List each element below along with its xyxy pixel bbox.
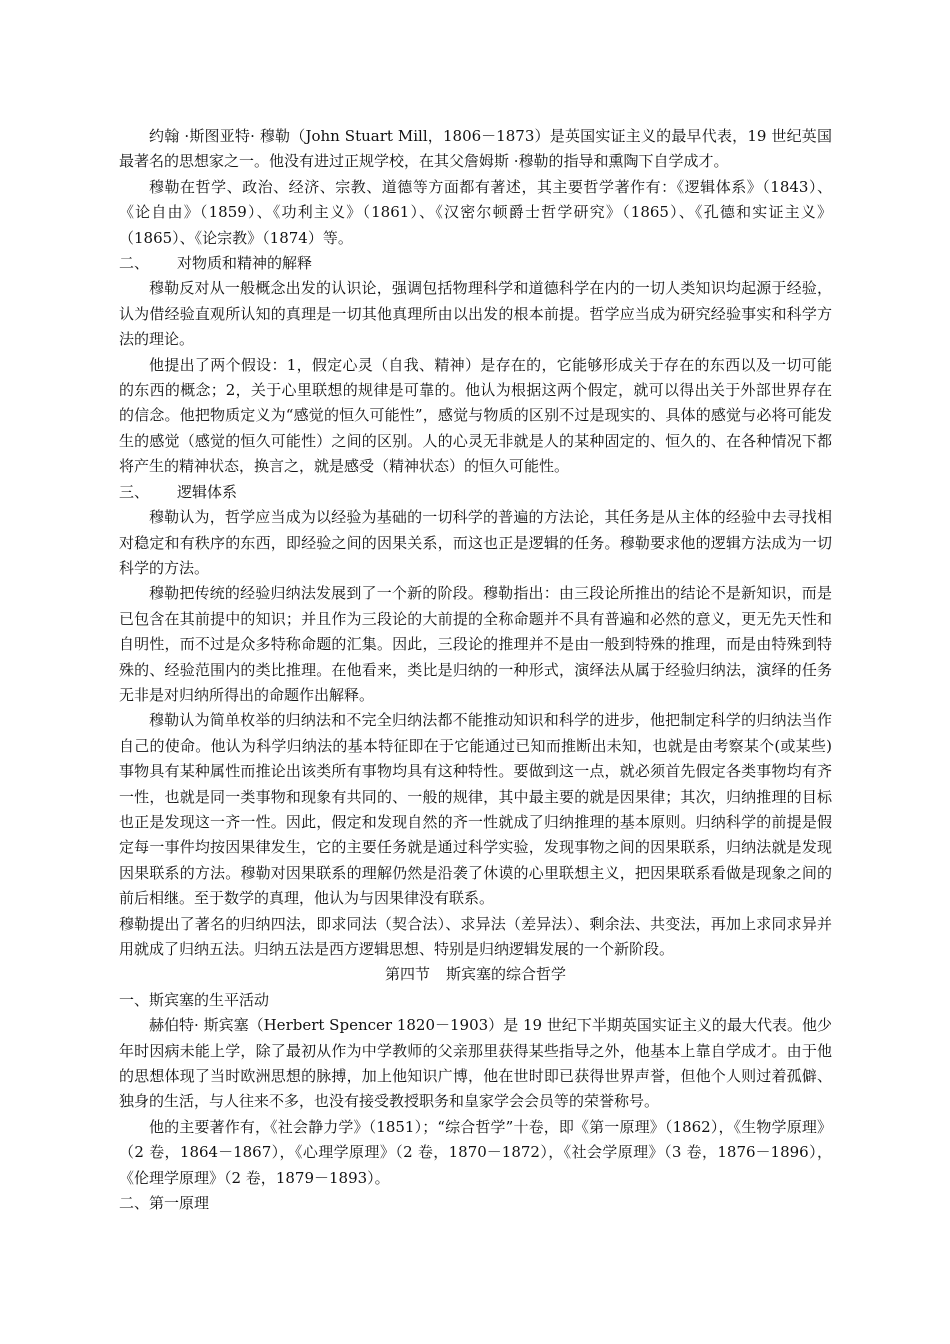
chapter-heading-spencer (119, 962, 832, 987)
section-number: 三、 (119, 482, 150, 501)
paragraph-induction-development: 穆勒把传统的经验归纳法发展到了一个新的阶段。穆勒指出：由三段论所推出的结论不是新知识，而是已包含在其前提中的知识；并且作为三段论的大前提的全称命题并不具有普遍和必然的意义，更无先天性和自明性，而不过是众多特称命题的汇集。因此，三段论的推理并不是由一般到特殊的推理，而是由特殊到特殊的、经验范围内的类比推理。在他看来，类比是归纳的一种形式，演绎法从属于经验归纳法，演绎的任务无非是对归纳所得出的命题作出解释。 (119, 584, 832, 704)
section-heading-matter-spirit (119, 251, 832, 276)
section-title: 逻辑体系 (177, 482, 238, 501)
document-body (119, 124, 832, 1216)
paragraph-two-assumptions: 他提出了两个假设：1，假定心灵（自我、精神）是存在的，它能够形成关于存在的东西以及一切可能的东西的概念；2，关于心里联想的规律是可靠的。他认为根据这两个假定，就可以得出关于外部世界存在的信念。他把物质定义为“感觉的恒久可能性”，感觉与物质的区别不过是现实的、具体的感觉与必将可能发生的感觉（感觉的恒久可能性）之间的区别。人的心灵无非就是人的某种固定的、恒久的、在各种情况下都将产生的精神状态，换言之，就是感受（精神状态）的恒久可能性。 (119, 355, 832, 476)
paragraph-spencer-bio: 赫伯特· 斯宾塞（Herbert Spencer 1820－1903）是 19 世纪下半期英国实证主义的最大代表。他少年时因病未能上学，除了最初从作为中学教师的父亲那里获得某些指导之外，他基本上靠自学成才。由于他的思想体现了当时欧洲思想的脉搏，加上他知识广博，他在世时即已获得世界声誉，但他个人则过着孤僻、独身的生活，与人往来不多，也没有接受教授职务和皇家学会会员等的荣誉称号。 (119, 1016, 832, 1111)
section-title: 对物质和精神的解释 (177, 254, 313, 273)
section-heading-logic-system (119, 480, 832, 505)
paragraph-mill-works: 穆勒在哲学、政治、经济、宗教、道德等方面都有著述，其主要哲学著作有：《逻辑体系》（1843）、《论自由》（1859）、《功利主义》（1861）、《汉密尔顿爵士哲学研究》（1865）、《孔德和实证主义》（1865）、《论宗教》（1874）等。 (119, 177, 832, 247)
paragraph-five-methods: 穆勒提出了著名的归纳四法，即求同法（契合法）、求异法（差异法）、剩余法、共变法，再加上求同求异并用就成了归纳五法。归纳五法是西方逻辑思想、特别是归纳逻辑发展的一个新阶段。 (119, 914, 832, 958)
paragraph-logic-method: 穆勒认为，哲学应当成为以经验为基础的一切科学的普遍的方法论，其任务是从主体的经验中去寻找相对稳定和有秩序的东西，即经验之间的因果关系，而这也正是逻辑的任务。穆勒要求他的逻辑方法成为一切科学的方法。 (119, 508, 832, 577)
paragraph-mill-intro: 约翰 ·斯图亚特· 穆勒（John Stuart Mill，1806－1873）是英国实证主义的最早代表，19 世纪英国最著名的思想家之一。他没有进过正规学校，在其父詹姆斯 ·穆勒的指导和熏陶下自学成才。 (119, 127, 832, 171)
chapter-title: 斯宾塞的综合哲学 (446, 965, 567, 984)
section-number: 二、 (119, 254, 150, 273)
paragraph-empiricism: 穆勒反对从一般概念出发的认识论，强调包括物理科学和道德科学在内的一切人类知识均起源于经验，认为借经验直观所认知的真理是一切其他真理所由以出发的根本前提。哲学应当成为研究经验事实和科学方法的理论。 (119, 279, 832, 349)
paragraph-scientific-induction: 穆勒认为简单枚举的归纳法和不完全归纳法都不能推动知识和科学的进步，他把制定科学的归纳法当作自己的使命。他认为科学归纳法的基本特征即在于它能通过已知而推断出未知，也就是由考察某个(或某些)事物具有某种属性而推论出该类所有事物均具有这种特性。要做到这一点，就必须首先假定各类事物均有齐一性，也就是同一类事物和现象有共同的、一般的规律，其中最主要的就是因果律；其次，归纳推理的目标也正是发现这一齐一性。因此，假定和发现自然的齐一性就成了归纳推理的基本原则。归纳科学的前提是假定每一事件均按因果律发生，它的主要任务就是通过科学实验，发现事物之间的因果联系，归纳法就是发现因果联系的方法。穆勒对因果联系的理解仍然是沿袭了休谟的心里联想主义，把因果联系看做是现象之间的前后相继。至于数学的真理，他认为与因果律没有联系。 (119, 711, 832, 908)
section-heading-first-principles: 二、第一原理 (119, 1194, 210, 1213)
paragraph-spencer-works: 他的主要著作有，《社会静力学》（1851）；“综合哲学”十卷，即《第一原理》（1862），《生物学原理》（2 卷，1864－1867），《心理学原理》（2 卷，1870－1872），《社会学原理》（3 卷，1876－1896），《伦理学原理》（2 卷，1879－1893）。 (119, 1117, 832, 1187)
chapter-number: 第四节 (384, 965, 430, 984)
section-heading-spencer-life: 一、斯宾塞的生平活动 (119, 990, 270, 1009)
